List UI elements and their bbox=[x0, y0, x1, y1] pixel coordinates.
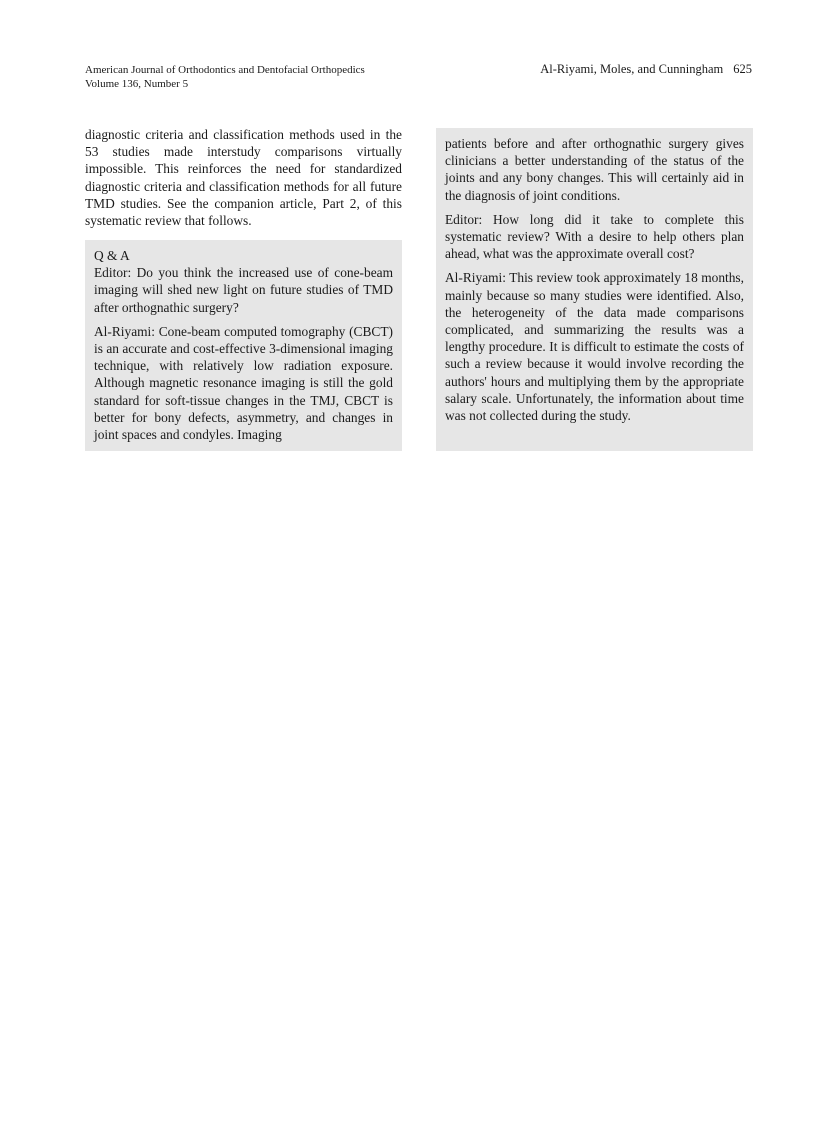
qa-answer-1-start: Al-Riyami: Cone-beam computed tomography (CBCT) is an accurate and cost-effective 3-dimensional imaging technique, with relatively low radiation exposure. Although magnetic resonance imaging is still the gold standard for soft-tissue changes in the TMJ, CBCT is better for bony defects, asymmetry, and changes in joint spaces and condyles. Imaging bbox=[94, 323, 393, 443]
qa-question-2: Editor: How long did it take to complete this systematic review? With a desire to help others plan ahead, what was the approximate overall cost? bbox=[445, 211, 744, 262]
journal-volume: Volume 136, Number 5 bbox=[85, 78, 189, 90]
running-head-authors bbox=[540, 62, 752, 77]
journal-title: American Journal of Orthodontics and Dentofacial Orthopedics bbox=[85, 64, 365, 76]
running-head-journal bbox=[85, 63, 365, 91]
qa-answer-1-end: patients before and after orthognathic surgery gives clinicians a better understanding of the status of the joints and any bony changes. This will certainly aid in the diagnosis of joint conditions. bbox=[445, 136, 744, 203]
qa-box-left bbox=[85, 240, 402, 451]
authors: Al-Riyami, Moles, and Cunningham bbox=[540, 62, 724, 76]
body-text-column bbox=[85, 126, 402, 229]
qa-answer-2: Al-Riyami: This review took approximately 18 months, mainly because so many studies were identified. Also, the heterogeneity of the data made comparisons complicated, and summarizing the results was a lengthy procedure. It is difficult to estimate the costs of such a review because it would involve recording the authors' hours and multiplying them by the appropriate salary scale. Unfortunately, the information about time was not collected during the study. bbox=[445, 270, 744, 424]
qa-box-right bbox=[436, 128, 753, 451]
page-number: 625 bbox=[733, 62, 752, 76]
body-paragraph: diagnostic criteria and classification methods used in the 53 studies made interstudy comparisons virtually impossible. This reinforces the need for standardized diagnostic criteria and classification methods for all future TMD studies. See the companion article, Part 2, of this systematic review that follows. bbox=[85, 127, 402, 229]
qa-heading: Q & A bbox=[94, 248, 130, 263]
qa-question-1: Editor: Do you think the increased use of cone-beam imaging will shed new light on future studies of TMD after orthognathic surgery? bbox=[94, 265, 393, 315]
